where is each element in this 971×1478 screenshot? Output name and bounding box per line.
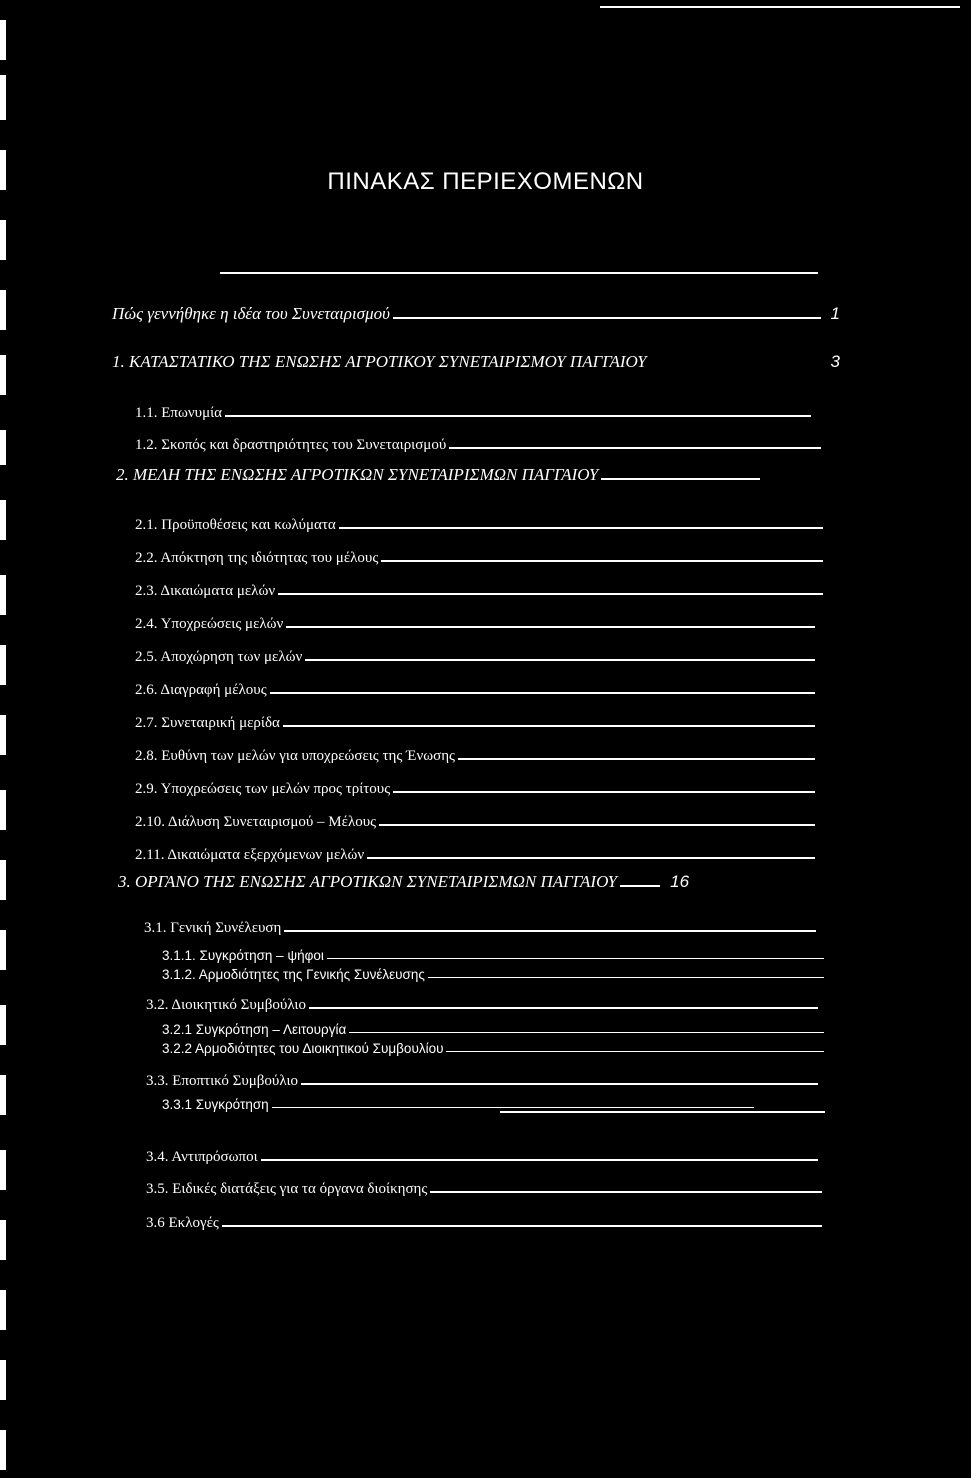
toc-entry-text: 1. ΚΑΤΑΣΤΑΤΙΚΟ ΤΗΣ ΕΝΩΣΗΣ ΑΓΡΟΤΙΚΟΥ ΣΥΝΕΤΑΙΡΙΣΜΟΥ ΠΑΓΓΑΙΟΥ: [112, 352, 647, 371]
binding-mark: [0, 645, 6, 685]
toc-entry-text: 2.9. Υποχρεώσεις των μελών προς τρίτους: [135, 781, 391, 797]
toc-entry: [135, 805, 815, 831]
toc-entry: [162, 1030, 824, 1056]
toc-entry: [146, 1206, 822, 1232]
leader-line: [305, 659, 815, 661]
toc-entry: [135, 739, 815, 765]
leader-line: [339, 527, 823, 529]
top-rule: [600, 6, 960, 8]
leader-line: [301, 1083, 818, 1085]
toc-entry: [135, 838, 815, 864]
leader-line: [283, 725, 815, 727]
toc-entry-text: Πώς γεννήθηκε η ιδέα του Συνεταιρισμού: [112, 304, 390, 323]
toc-entry-text: 3.6 Εκλογές: [146, 1215, 219, 1231]
title-separator: [220, 272, 818, 274]
toc-entry-text: 3.1.1. Συγκρότηση – ψήφοι: [162, 948, 324, 963]
binding-mark: [0, 1220, 6, 1260]
leader-line: [430, 1191, 822, 1193]
toc-entry: [162, 1086, 754, 1112]
toc-entry-text: 2.7. Συνεταιρική μερίδα: [135, 715, 280, 731]
leader-line: [458, 758, 815, 760]
leader-line: [270, 692, 815, 694]
toc-entry-text: 2.3. Δικαιώματα μελών: [135, 583, 276, 599]
binding-mark: [0, 1075, 6, 1115]
toc-page-number: 3: [830, 352, 840, 371]
leader-line: [449, 447, 821, 449]
toc-entry-text: 2.8. Ευθύνη των μελών για υποχρεώσεις της Ένωσης: [135, 748, 455, 764]
toc-entry-text: 3.2.2 Αρμοδιότητες του Διοικητικού Συμβουλίου: [162, 1041, 444, 1056]
binding-mark: [0, 1430, 6, 1470]
toc-entry-text: 2.5. Αποχώρηση των μελών: [135, 649, 303, 665]
binding-mark: [0, 1360, 6, 1400]
toc-entry: [162, 956, 824, 982]
toc-entry-text: 3.3.1 Συγκρότηση: [162, 1097, 269, 1112]
toc-entry: [112, 298, 840, 324]
binding-mark: [0, 790, 6, 830]
toc-entry-text: 3. ΟΡΓΑΝΟ ΤΗΣ ΕΝΩΣΗΣ ΑΓΡΟΤΙΚΩΝ ΣΥΝΕΤΑΙΡΙΣΜΩΝ ΠΑΓΓΑΙΟΥ: [118, 872, 618, 891]
binding-mark: [0, 1150, 6, 1190]
toc-entry-text: 3.4. Αντιπρόσωποι: [146, 1149, 258, 1165]
toc-page-number: 1: [830, 304, 840, 323]
toc-entry-text: 2.10. Διάλυση Συνεταιρισμού – Μέλους: [135, 814, 377, 830]
binding-mark: [0, 220, 6, 260]
toc-entry-text: 2.11. Δικαιώματα εξερχόμενων μελών: [135, 847, 365, 863]
leader-line: [381, 560, 823, 562]
toc-entry: [135, 607, 815, 633]
leader-line: [620, 885, 660, 887]
toc-entry: [118, 866, 842, 892]
toc-entry: [135, 396, 811, 422]
binding-mark: [0, 1005, 6, 1045]
toc-entry: [146, 1172, 822, 1198]
leader-line: [446, 1051, 824, 1052]
toc-entry-text: 2.6. Διαγραφή μέλους: [135, 682, 267, 698]
leader-line: [286, 626, 815, 628]
binding-mark: [0, 500, 6, 540]
leader-line: [379, 824, 815, 826]
leader-line: [367, 857, 815, 859]
toc-entry: [135, 673, 815, 699]
toc-page-number: 16: [670, 872, 690, 891]
binding-mark: [0, 355, 6, 395]
binding-mark: [0, 1290, 6, 1330]
page-title: ΠΙΝΑΚΑΣ ΠΕΡΙΕΧΟΜΕΝΩΝ: [327, 168, 644, 195]
leader-line: [309, 1007, 818, 1009]
toc-entry: [135, 772, 815, 798]
toc-entry: [135, 640, 815, 666]
leader-line: [500, 1111, 825, 1113]
toc-entry-text: 1.1. Επωνυμία: [135, 405, 223, 421]
toc-entry: [135, 428, 821, 454]
toc-entry-text: 2.2. Απόκτηση της ιδιότητας του μέλους: [135, 550, 379, 566]
toc-entry: [144, 911, 816, 937]
toc-entry-text: 3.2. Διοικητικό Συμβούλιο: [146, 997, 306, 1013]
leader-line: [428, 977, 824, 978]
leader-line: [393, 317, 821, 319]
leader-line: [222, 1225, 822, 1227]
binding-mark: [0, 575, 6, 615]
toc-entry-text: 2.1. Προϋποθέσεις και κωλύματα: [135, 517, 336, 533]
leader-line: [261, 1159, 818, 1161]
toc-entry: [116, 459, 760, 485]
toc-entry: [146, 1140, 818, 1166]
toc-entry: [135, 706, 815, 732]
toc-entry-text: 2. ΜΕΛΗ ΤΗΣ ΕΝΩΣΗΣ ΑΓΡΟΤΙΚΩΝ ΣΥΝΕΤΑΙΡΙΣΜΩΝ ΠΑΓΓΑΙΟΥ: [116, 465, 599, 484]
toc-entry-text: 3.5. Ειδικές διατάξεις για τα όργανα διοίκησης: [146, 1181, 428, 1197]
toc-entry: [135, 541, 823, 567]
leader-line: [284, 930, 816, 932]
toc-entry-text: 3.3. Εποπτικό Συμβούλιο: [146, 1073, 298, 1089]
toc-entry: [135, 508, 823, 534]
toc-entry-text: 3.1. Γενική Συνέλευση: [144, 920, 282, 936]
toc-entry-text: 3.1.2. Αρμοδιότητες της Γενικής Συνέλευσης: [162, 967, 425, 982]
leader-line: [601, 478, 760, 480]
binding-mark: [0, 290, 6, 330]
toc-entry: [135, 574, 823, 600]
binding-mark: [0, 430, 6, 465]
binding-mark: [0, 715, 6, 755]
binding-mark: [0, 75, 6, 120]
binding-mark: [0, 930, 6, 970]
leader-line: [272, 1107, 754, 1108]
binding-mark: [0, 20, 6, 60]
toc-entry: [112, 346, 840, 372]
leader-line: [225, 415, 811, 417]
binding-mark: [0, 860, 6, 900]
toc-entry-text: 2.4. Υποχρεώσεις μελών: [135, 616, 284, 632]
leader-line: [393, 791, 815, 793]
toc-entry-text: 1.2. Σκοπός και δραστηριότητες του Συνεταιρισμού: [135, 437, 447, 453]
leader-line: [278, 593, 823, 595]
toc-entry-text: 3.2.1 Συγκρότηση – Λειτουργία: [162, 1022, 347, 1037]
